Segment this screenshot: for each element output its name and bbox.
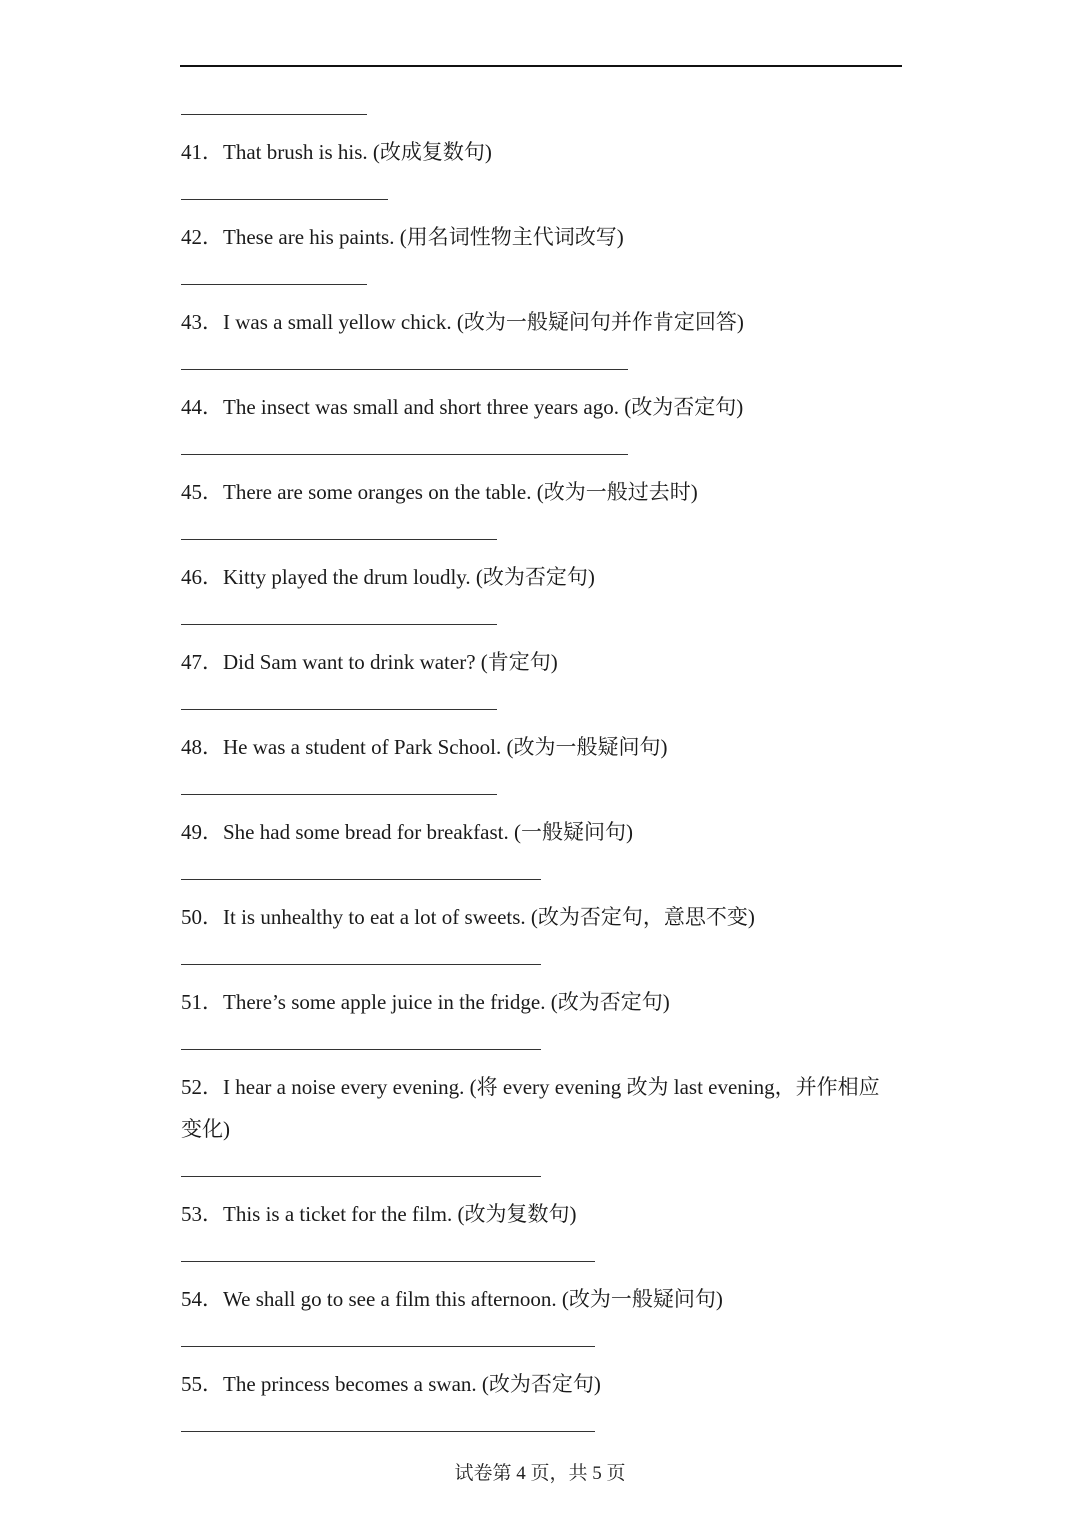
question-54 — [181, 1278, 893, 1363]
question-prompt: Did Sam want to drink water? (肯定句) — [223, 650, 558, 674]
question-number: 50． — [181, 905, 223, 929]
question-text — [181, 556, 893, 598]
answer-blank[interactable] — [181, 284, 367, 285]
question-46 — [181, 556, 893, 641]
question-prompt: It is unhealthy to eat a lot of sweets. (改为否定句，意思不变) — [223, 905, 755, 929]
answer-blank[interactable] — [181, 199, 388, 200]
question-text — [181, 641, 893, 683]
question-45 — [181, 471, 893, 556]
question-prompt: This is a ticket for the film. (改为复数句) — [223, 1202, 577, 1226]
question-text — [181, 301, 893, 343]
answer-blank[interactable] — [181, 709, 497, 710]
question-52 — [181, 1066, 893, 1193]
question-number: 52． — [181, 1075, 223, 1099]
question-prompt: That brush is his. (改成复数句) — [223, 140, 492, 164]
question-number: 45． — [181, 480, 223, 504]
question-44 — [181, 386, 893, 471]
question-text — [181, 896, 893, 938]
question-text — [181, 981, 893, 1023]
question-number: 41． — [181, 140, 223, 164]
question-prompt: She had some bread for breakfast. (一般疑问句) — [223, 820, 633, 844]
question-prompt: We shall go to see a film this afternoon. (改为一般疑问句) — [223, 1287, 723, 1311]
question-50 — [181, 896, 893, 981]
question-prompt: Kitty played the drum loudly. (改为否定句) — [223, 565, 595, 589]
question-list — [181, 131, 893, 1448]
answer-blank[interactable] — [181, 369, 628, 370]
question-prompt: These are his paints. (用名词性物主代词改写) — [223, 225, 624, 249]
question-text — [181, 216, 893, 258]
question-49 — [181, 811, 893, 896]
question-text — [181, 1066, 893, 1150]
header-rule — [180, 65, 902, 67]
question-number: 49． — [181, 820, 223, 844]
answer-blank[interactable] — [181, 1346, 595, 1347]
question-51 — [181, 981, 893, 1066]
question-prompt: He was a student of Park School. (改为一般疑问句) — [223, 735, 668, 759]
question-number: 51． — [181, 990, 223, 1014]
question-number: 54． — [181, 1287, 223, 1311]
question-55 — [181, 1363, 893, 1448]
question-text — [181, 131, 893, 173]
question-text — [181, 1278, 893, 1320]
question-number: 48． — [181, 735, 223, 759]
question-47 — [181, 641, 893, 726]
answer-blank[interactable] — [181, 539, 497, 540]
question-prompt: I was a small yellow chick. (改为一般疑问句并作肯定回答) — [223, 310, 744, 334]
question-number: 53． — [181, 1202, 223, 1226]
question-number: 42． — [181, 225, 223, 249]
answer-blank[interactable] — [181, 624, 497, 625]
question-number: 47． — [181, 650, 223, 674]
answer-blank[interactable] — [181, 1431, 595, 1432]
question-text — [181, 471, 893, 513]
question-41 — [181, 131, 893, 216]
question-number: 55． — [181, 1372, 223, 1396]
question-number: 43． — [181, 310, 223, 334]
question-text — [181, 386, 893, 428]
question-number: 46． — [181, 565, 223, 589]
question-48 — [181, 726, 893, 811]
question-53 — [181, 1193, 893, 1278]
answer-blank[interactable] — [181, 1261, 595, 1262]
answer-line-40 — [181, 114, 367, 115]
page-footer: 试卷第 4 页，共 5 页 — [454, 1463, 626, 1484]
question-number: 44． — [181, 395, 223, 419]
answer-blank[interactable] — [181, 964, 541, 965]
question-43 — [181, 301, 893, 386]
question-prompt: I hear a noise every evening. (将 every evening 改为 last evening，并作相应变化) — [181, 1075, 880, 1141]
question-42 — [181, 216, 893, 301]
question-text — [181, 1193, 893, 1235]
question-prompt: There’s some apple juice in the fridge. (改为否定句) — [223, 990, 670, 1014]
question-text — [181, 1363, 893, 1405]
answer-blank[interactable] — [181, 879, 541, 880]
question-prompt: The insect was small and short three years ago. (改为否定句) — [223, 395, 744, 419]
answer-blank[interactable] — [181, 1049, 541, 1050]
question-text — [181, 726, 893, 768]
question-prompt: There are some oranges on the table. (改为一般过去时) — [223, 480, 698, 504]
question-text — [181, 811, 893, 853]
answer-blank[interactable] — [181, 454, 628, 455]
question-prompt: The princess becomes a swan. (改为否定句) — [223, 1372, 601, 1396]
answer-blank[interactable] — [181, 1176, 541, 1177]
answer-blank[interactable] — [181, 794, 497, 795]
